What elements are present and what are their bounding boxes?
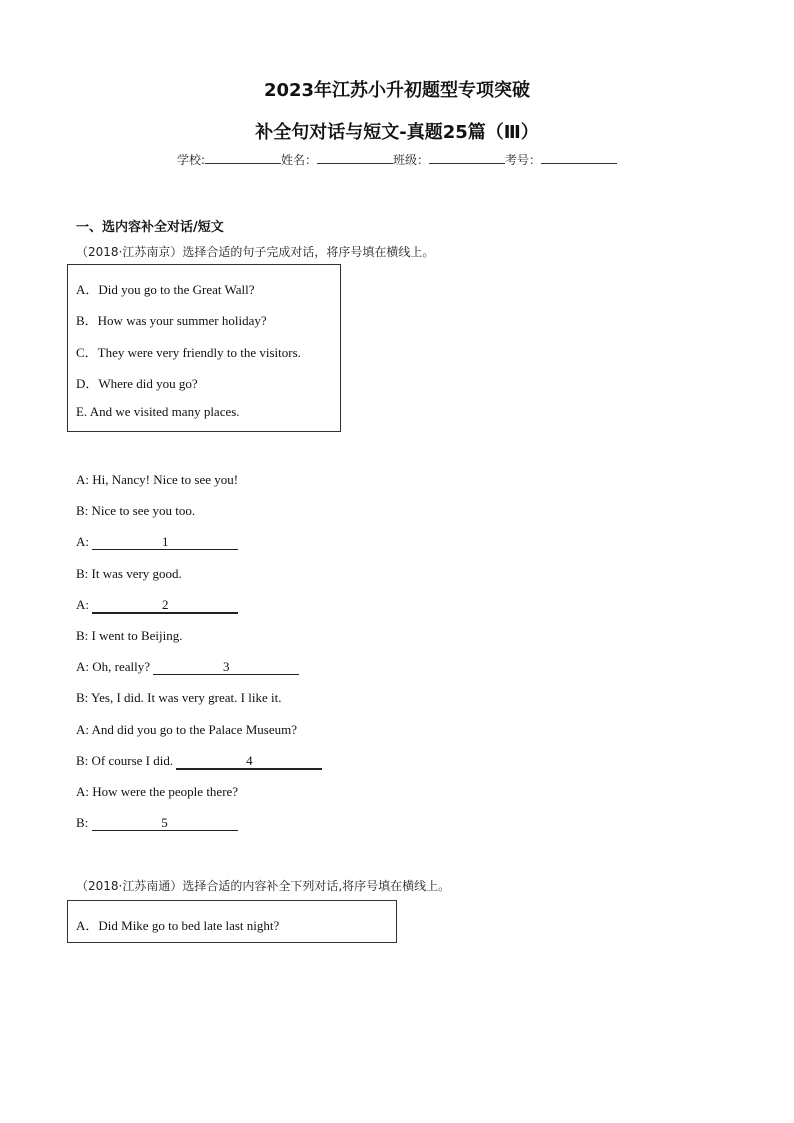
name-field[interactable] [317,150,393,164]
exam-no-label: 考号： [505,153,542,167]
dialogue-line: A: 2 [76,597,238,614]
answer-blank-1[interactable]: 1 [92,534,238,550]
option-e: E. And we visited many places. [76,404,240,419]
dialogue-line: A: Oh, really? 3 [76,659,299,675]
school-label: 学校: [176,153,205,167]
student-info-row [0,150,794,168]
school-field[interactable] [205,150,281,164]
exam-no-field[interactable] [541,150,617,164]
dialogue-line: B: Nice to see you too. [76,503,196,518]
dialogue-line: A: 1 [76,534,238,550]
dialogue-line: A: How were the people there? [76,784,239,799]
dialogue-line: B: I went to Beijing. [76,628,183,643]
question1-options-box [67,264,341,432]
dialogue-line: A: Hi, Nancy! Nice to see you! [76,472,239,487]
answer-blank-2[interactable]: 2 [92,597,238,614]
option-b: B．How was your summer holiday? [76,313,267,328]
dialogue-line: B: It was very good. [76,566,182,581]
page-title-line1: 2023年江苏小升初题型专项突破 [263,80,531,101]
option-d: D．Where did you go? [76,376,198,391]
dialogue-line: B: Of course I did. 4 [76,753,322,770]
section-heading: 一、选内容补全对话/短文 [76,220,224,235]
class-label: 班级： [393,153,430,167]
question2-options-box [67,900,397,943]
dialogue-line: A: And did you go to the Palace Museum? [76,722,297,737]
dialogue-line: B: Yes, I did. It was very great. I like it. [76,690,282,705]
class-field[interactable] [429,150,505,164]
name-label: 姓名： [281,153,318,167]
option-a: A．Did you go to the Great Wall? [76,282,255,297]
question2-instruction: （2018·江苏南通）选择合适的内容补全下列对话,将序号填在横线上。 [76,879,451,893]
option-c: C．They were very friendly to the visitors. [76,345,301,360]
page-title-line2: 补全句对话与短文-真题25篇（Ⅲ） [255,122,539,143]
question1-instruction: （2018·江苏南京）选择合适的句子完成对话，将序号填在横线上。 [76,245,435,259]
answer-blank-3[interactable]: 3 [153,659,299,675]
answer-blank-5[interactable]: 5 [92,815,238,831]
option-a: A．Did Mike go to bed late last night? [76,918,280,933]
dialogue-line: B: 5 [76,815,238,831]
answer-blank-4[interactable]: 4 [176,753,322,770]
